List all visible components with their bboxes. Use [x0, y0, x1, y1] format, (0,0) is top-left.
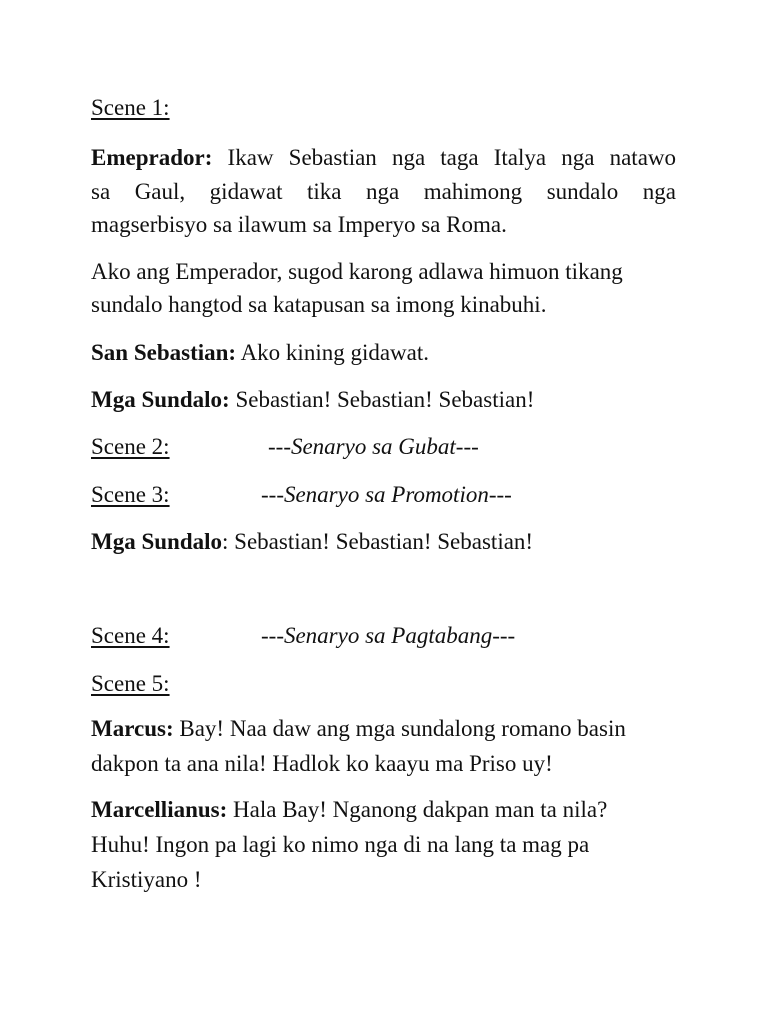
speaker-marcellianus: Marcellianus: [91, 797, 228, 822]
speaker-emperador: Emeprador: [91, 145, 213, 170]
dialogue-text: Hala Bay! Nganong dakpan man ta nila? [233, 797, 608, 822]
speaker-mga-sundalo: Mga Sundalo [91, 529, 223, 554]
marcellianus-line-3: Kristiyano ! [91, 867, 202, 892]
marcellianus-line-1 [91, 795, 607, 825]
emperador-p2-line-2: sundalo hangtod sa katapusan sa imong kinabuhi. [91, 292, 547, 317]
marcus-line-1 [91, 714, 626, 744]
emperador-line-3: magserbisyo sa ilawum sa Imperyo sa Roma. [91, 212, 507, 237]
dialogue-text: Ikaw Sebastian nga taga Italya nga natawo [227, 145, 677, 170]
dialogue-text: : Sebastian! Sebastian! Sebastian! [222, 529, 534, 554]
marcus-line-2: dakpon ta ana nila! Hadlok ko kaayu ma Priso uy! [91, 751, 553, 776]
emperador-line-2: sa Gaul, gidawat tika nga mahimong sundalo nga [91, 179, 676, 204]
scene-5-heading: Scene 5: [91, 671, 170, 696]
sundalo-line-2 [91, 527, 533, 557]
dialogue-text: Sebastian! Sebastian! Sebastian! [235, 387, 535, 412]
scene-2-heading: Scene 2: [91, 434, 170, 459]
speaker-mga-sundalo: Mga Sundalo: [91, 387, 230, 412]
dialogue-text: Bay! Naa daw ang mga sundalong romano basin [179, 716, 626, 741]
scene-1-heading: Scene 1: [91, 95, 170, 120]
scene-4-row [91, 621, 676, 651]
emperador-p2-line-1: Ako ang Emperador, sugod karong adlawa himuon tikang [91, 259, 623, 284]
scene-4-setting: ---Senaryo sa Pagtabang--- [261, 623, 516, 648]
scene-2-setting: ---Senaryo sa Gubat--- [268, 434, 479, 459]
scene-2-row [91, 432, 676, 462]
dialogue-text: Ako kining gidawat. [240, 340, 430, 365]
speaker-marcus: Marcus: [91, 716, 174, 741]
speaker-san-sebastian: San Sebastian: [91, 340, 237, 365]
marcellianus-line-2: Huhu! Ingon pa lagi ko nimo nga di na lang ta mag pa [91, 832, 590, 857]
scene-4-heading: Scene 4: [91, 623, 170, 648]
scene-3-row [91, 480, 676, 510]
scene-3-heading: Scene 3: [91, 482, 170, 507]
sundalo-line-1 [91, 385, 534, 415]
sebastian-line [91, 338, 429, 368]
scene-3-setting: ---Senaryo sa Promotion--- [261, 482, 512, 507]
emperador-line-1 [91, 143, 676, 173]
